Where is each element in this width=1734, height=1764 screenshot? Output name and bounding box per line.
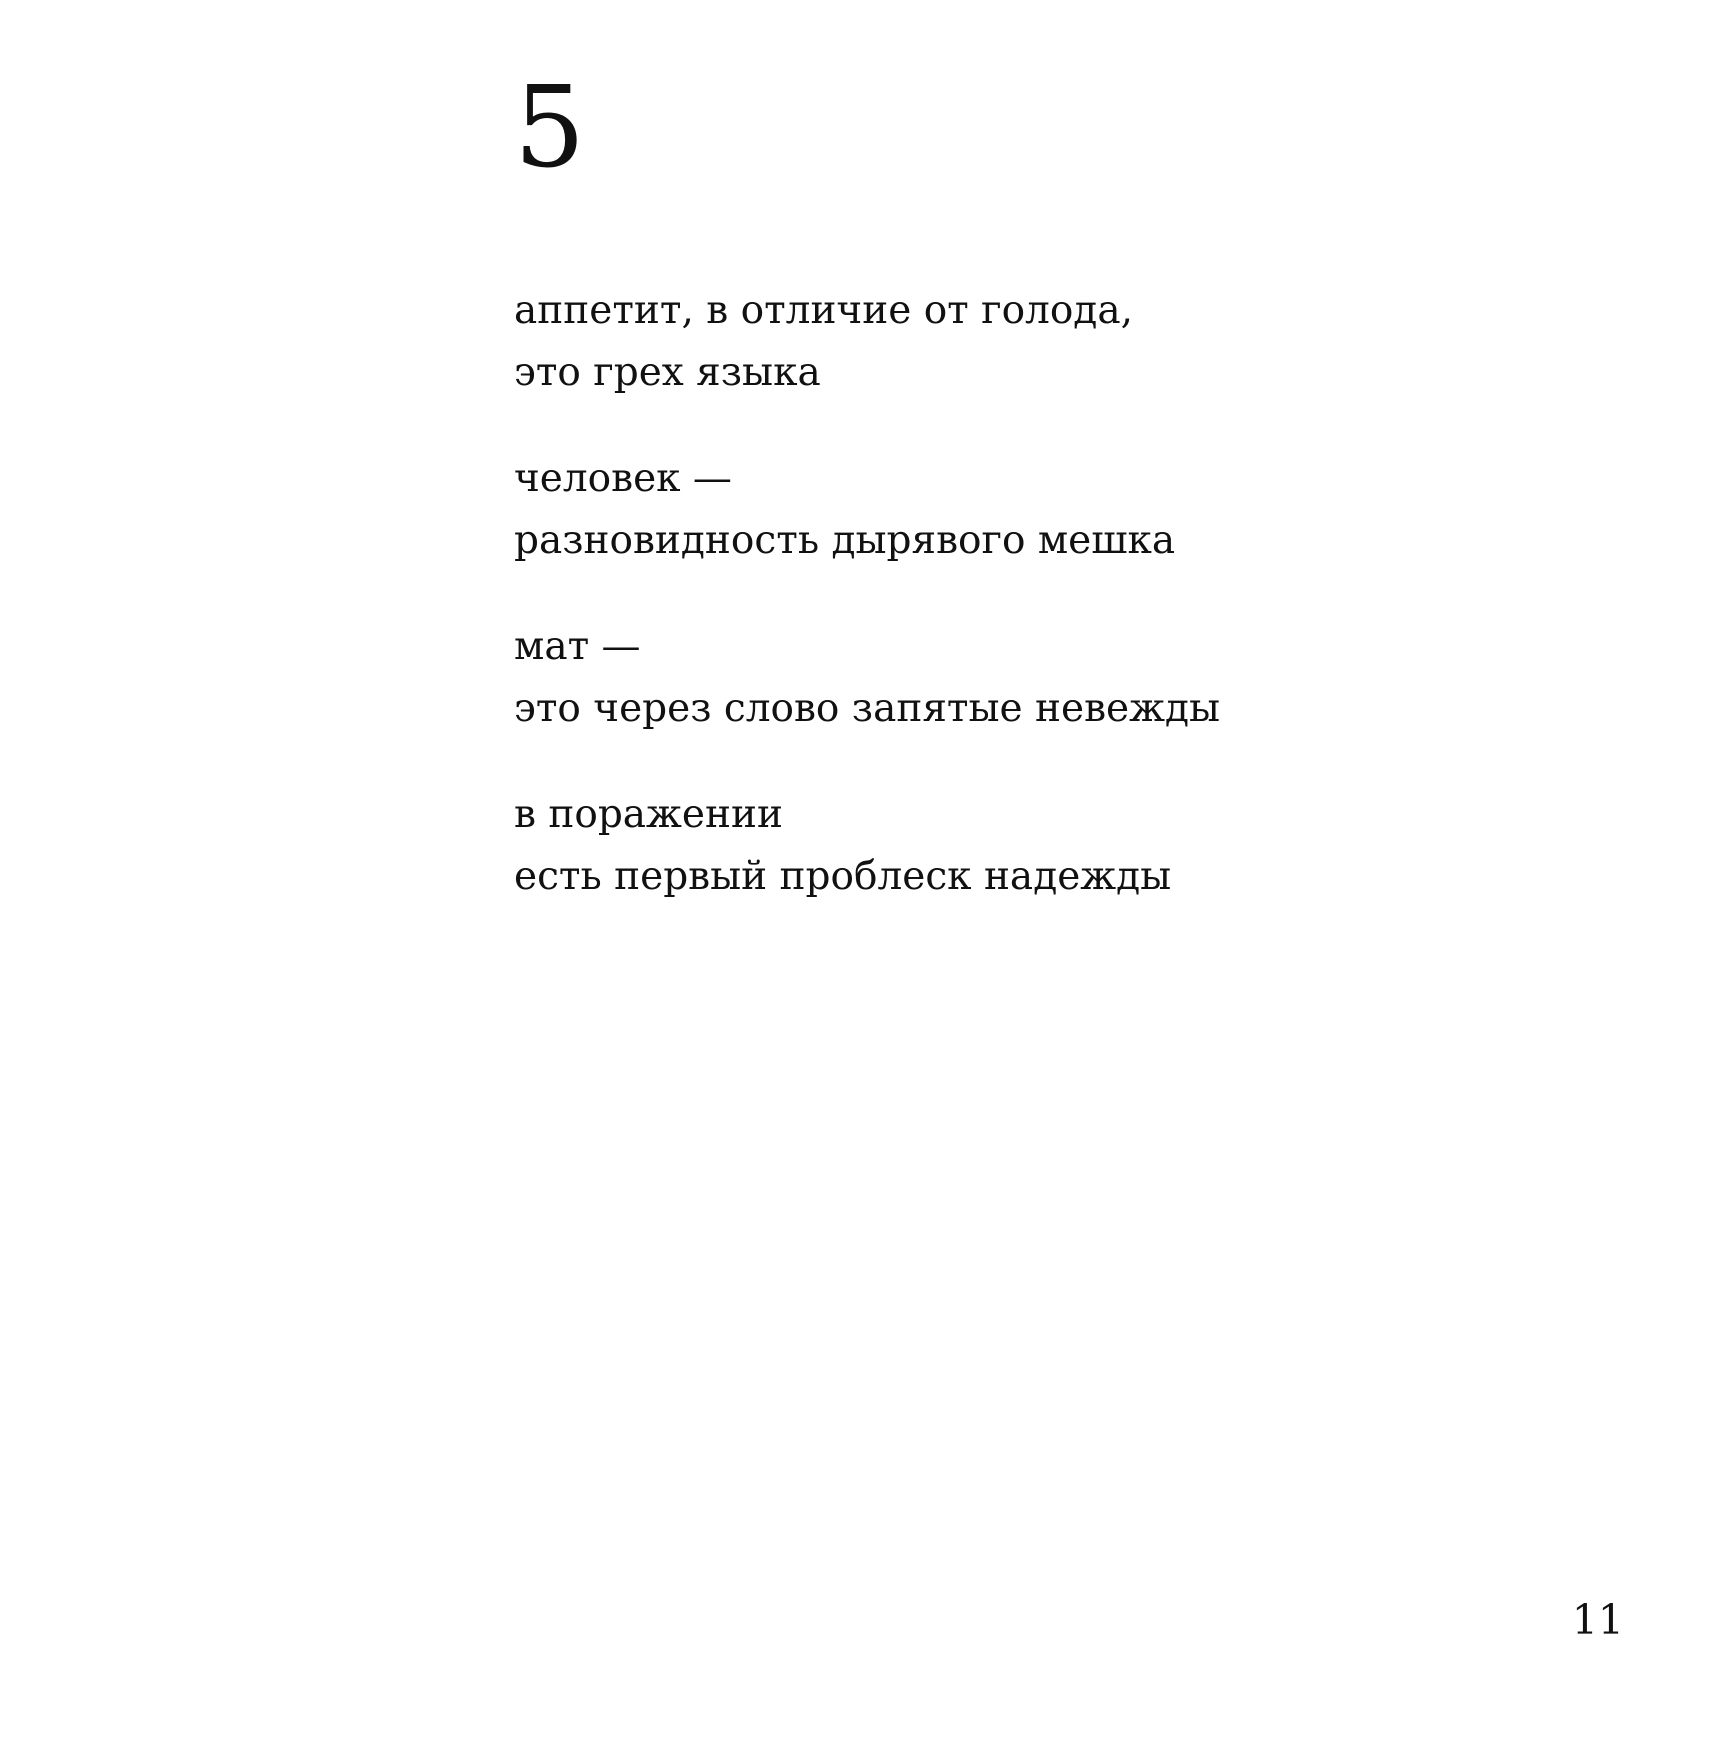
- poem-line: разновидность дырявого мешка: [514, 518, 1176, 563]
- poem-line: аппетит, в отличие от голода,: [514, 288, 1133, 333]
- poem-line: в поражении: [514, 792, 783, 837]
- stanza-4: [514, 784, 1220, 908]
- stanza-1: [514, 280, 1220, 404]
- poem-line: это через слово запятые невежды: [514, 686, 1221, 731]
- poem-line: это грех языка: [514, 350, 821, 395]
- chapter-number: 5: [514, 63, 586, 193]
- poem-line: мат —: [514, 624, 641, 669]
- poem: [514, 280, 1220, 952]
- stanza-3: [514, 616, 1220, 740]
- stanza-2: [514, 448, 1220, 572]
- poem-line: есть первый проблеск надежды: [514, 854, 1172, 899]
- page-number: 11: [1571, 1596, 1624, 1644]
- poem-line: человек —: [514, 456, 732, 501]
